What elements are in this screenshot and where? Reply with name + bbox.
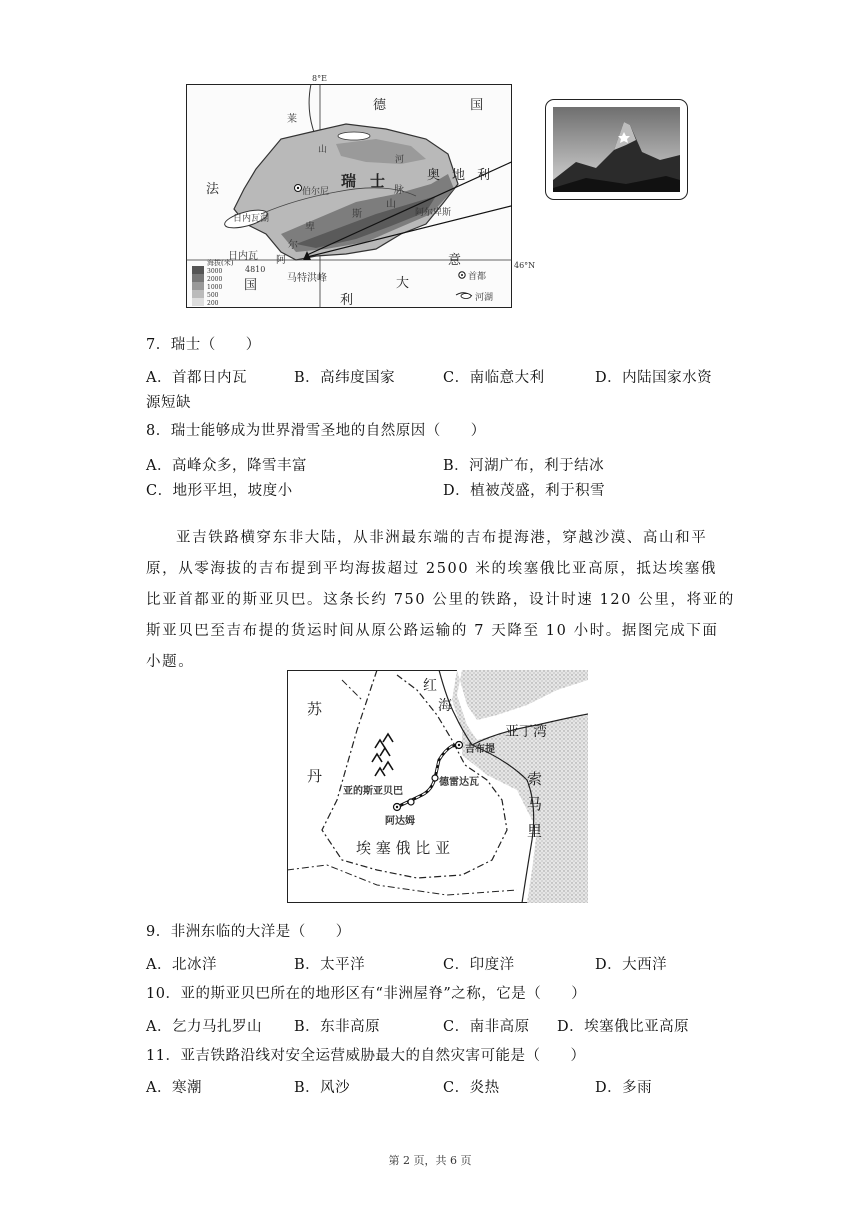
somalia-label-1: 索 — [527, 770, 543, 788]
matterhorn-photo — [545, 99, 688, 200]
sudan-label-1: 苏 — [307, 700, 323, 718]
somalia-label-3: 里 — [527, 822, 543, 840]
elevation-point: 4810 — [245, 265, 266, 274]
q9-option-a[interactable]: A．北冰洋 — [146, 957, 217, 973]
italy-label-1: 意 — [448, 253, 462, 268]
alps-char-2: 尔 — [288, 240, 298, 251]
meridian-label: 8°E — [312, 74, 327, 83]
legend-title: 海拔(米) — [207, 259, 234, 267]
passage-line-3: 比亚首都亚的斯亚贝巴。这条长约 750 公里的铁路，设计时速 120 公里，将亚的 — [146, 592, 735, 608]
italy-label-2: 大 — [396, 276, 410, 291]
jura-label: 山 — [318, 145, 328, 155]
q10-option-c[interactable]: C．南非高原 — [443, 1019, 530, 1035]
addis-ababa-label: 亚的斯亚贝巴 — [343, 786, 403, 797]
passage-line-1: 亚吉铁路横穿东非大陆，从非洲最东端的吉布提海港，穿越沙漠、高山和平 — [176, 530, 708, 546]
q8-stem: 8．瑞士能够成为世界滑雪圣地的自然原因（ ） — [146, 423, 486, 439]
geneva-label: 日内瓦 — [228, 251, 258, 262]
q9-option-c[interactable]: C．印度洋 — [443, 957, 515, 973]
q7-option-d[interactable]: D．内陆国家水资 — [595, 370, 713, 386]
bern-label: 伯尔尼 — [302, 187, 330, 197]
q11-option-a[interactable]: A．寒潮 — [146, 1080, 202, 1096]
alpine-label: 阿尔卑斯 — [415, 208, 452, 218]
q7-stem: 7．瑞士（ ） — [146, 337, 261, 353]
legend-level-4: 500 — [207, 292, 219, 299]
geneva-lake-label: 日内瓦湖 — [233, 214, 270, 224]
mountain-image — [546, 100, 687, 199]
passage-line-4: 斯亚贝巴至吉布提的货运时间从原公路运输的 7 天降至 10 小时。据图完成下面 — [146, 623, 719, 639]
alps-char-5: 山 — [386, 199, 396, 210]
austria-label: 奥地利 — [427, 168, 503, 183]
sudan-label-2: 丹 — [307, 767, 323, 785]
legend-level-1: 3000 — [207, 268, 223, 275]
q9-option-b[interactable]: B．太平洋 — [294, 957, 366, 973]
q7-option-b[interactable]: B．高纬度国家 — [294, 370, 396, 386]
q7-option-a[interactable]: A．首都日内瓦 — [146, 370, 247, 386]
france-country-suffix: 国 — [244, 278, 258, 293]
alps-char-4: 斯 — [352, 209, 362, 220]
parallel-label: 46°N — [514, 261, 536, 270]
q10-option-b[interactable]: B．东非高原 — [294, 1019, 381, 1035]
q8-option-b[interactable]: B．河湖广布，利于结冰 — [443, 458, 605, 474]
q11-option-c[interactable]: C．炎热 — [443, 1080, 500, 1096]
rhine-label: 莱 — [287, 114, 297, 125]
swiss-label-2: 士 — [370, 172, 386, 190]
passage-line-2: 原，从零海拔的吉布提到平均海拔超过 2500 米的埃塞俄比亚高原，抵达埃塞俄 — [146, 561, 717, 577]
ethiopia-label: 埃 塞 俄 比 亚 — [356, 839, 451, 857]
legend-level-5: 200 — [207, 300, 219, 307]
q8-option-d[interactable]: D．植被茂盛，利于积雪 — [443, 483, 606, 499]
page-footer: 第 2 页，共 6 页 — [388, 1154, 472, 1167]
matterhorn-label: 马特洪峰 — [287, 273, 327, 284]
q9-option-d[interactable]: D．大西洋 — [595, 957, 668, 973]
q10-option-a[interactable]: A．乞力马扎罗山 — [146, 1019, 262, 1035]
passage-line-5: 小题。 — [146, 654, 195, 670]
switzerland-map-drawing — [186, 84, 512, 308]
dire-dawa-label: 德雷达瓦 — [439, 777, 479, 788]
q11-option-b[interactable]: B．风沙 — [294, 1080, 351, 1096]
q11-stem: 11．亚吉铁路沿线对安全运营威胁最大的自然灾害可能是（ ） — [146, 1048, 586, 1064]
france-label: 法 — [206, 182, 220, 197]
passage — [146, 523, 735, 678]
italy-label-3: 利 — [340, 293, 354, 308]
alps-char-1: 阿 — [276, 255, 286, 266]
somalia-label-2: 马 — [527, 795, 543, 813]
legend-level-2: 2000 — [207, 276, 223, 283]
q11-option-d[interactable]: D．多雨 — [595, 1080, 653, 1096]
legend-river-label: 河湖 — [475, 293, 494, 303]
q8-option-a[interactable]: A．高峰众多，降雪丰富 — [146, 458, 307, 474]
red-sea-label-2: 海 — [438, 698, 452, 714]
adama-label: 阿达姆 — [385, 816, 415, 827]
germany-label: 德 国 — [373, 98, 524, 113]
switzerland-map — [186, 84, 512, 308]
q8-option-c[interactable]: C．地形平坦，坡度小 — [146, 483, 293, 499]
q9-stem: 9．非洲东临的大洋是（ ） — [146, 924, 351, 940]
djibouti-label: 吉布提 — [465, 744, 495, 755]
q7-option-c[interactable]: C．南临意大利 — [443, 370, 545, 386]
red-sea-label-1: 红 — [423, 678, 437, 694]
swiss-label-1: 瑞 — [341, 172, 357, 190]
alps-char-6: 脉 — [394, 185, 404, 196]
q10-stem: 10．亚的斯亚贝巴所在的地形区有“非洲屋脊”之称，它是（ ） — [146, 986, 587, 1002]
alps-char-3: 卑 — [305, 222, 315, 233]
river-label: 河 — [395, 155, 405, 165]
gulf-of-aden-label: 亚丁湾 — [505, 724, 547, 740]
q7-option-d-cont: 源短缺 — [146, 395, 191, 411]
legend-capital-label: 首都 — [468, 272, 487, 282]
legend-level-3: 1000 — [207, 284, 223, 291]
q10-option-d[interactable]: D．埃塞俄比亚高原 — [557, 1019, 690, 1035]
